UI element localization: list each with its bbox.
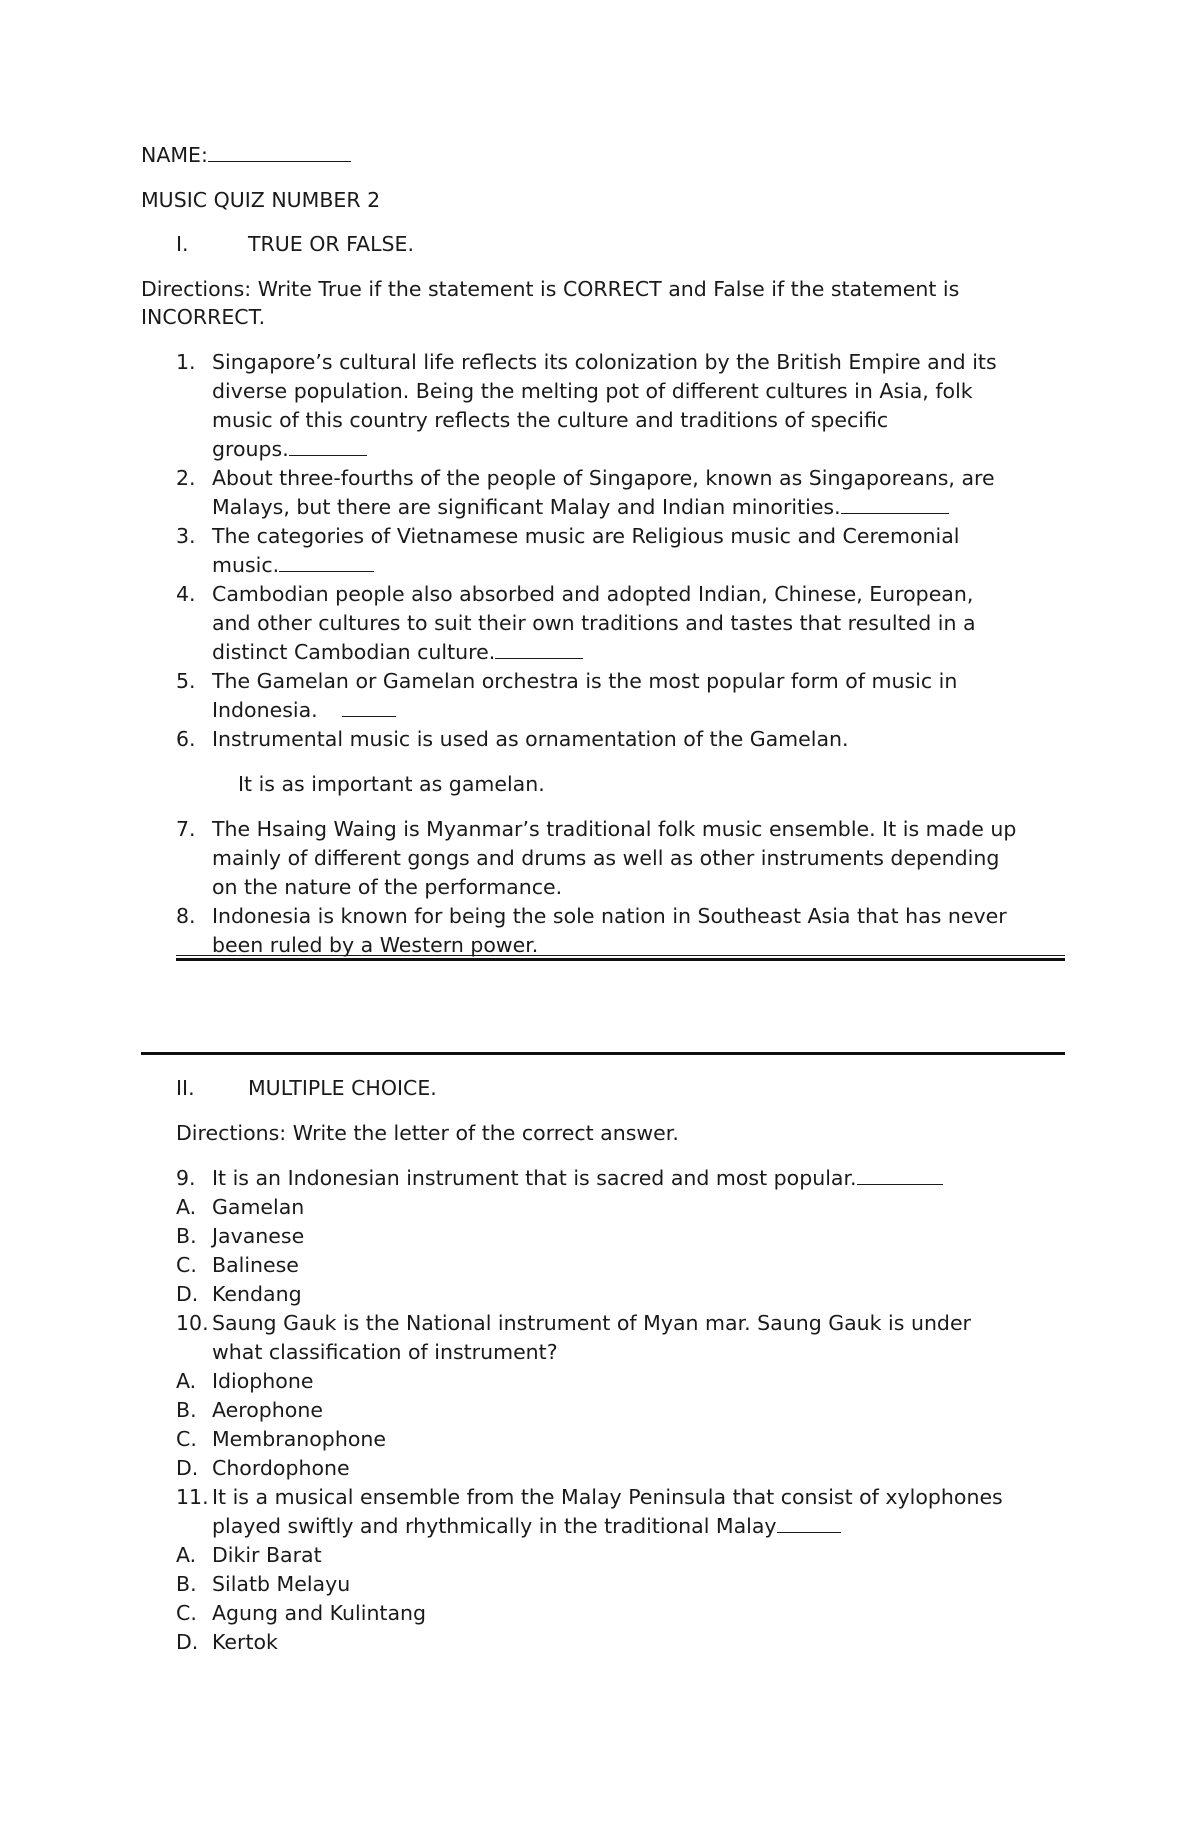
section-divider-top — [176, 958, 1065, 961]
item-text: The Gamelan or Gamelan orchestra is the most popular form of music in — [212, 669, 958, 693]
option-text: Kendang — [212, 1282, 302, 1306]
part1-directions-line2: INCORRECT. — [141, 305, 266, 329]
item-text: been ruled by a Western power. — [212, 933, 539, 957]
item-text: on the nature of the performance. — [212, 875, 563, 899]
name-field — [141, 141, 351, 170]
question-text: Saung Gauk is the National instrument of Myan mar. Saung Gauk is under — [212, 1311, 971, 1335]
item-text: music of this country reflects the culture and traditions of specific — [212, 408, 889, 432]
question-text: what classification of instrument? — [212, 1340, 558, 1364]
item-text: The categories of Vietnamese music are Religious music and Ceremonial — [212, 524, 960, 548]
option-letter: B. — [176, 1224, 197, 1248]
question-text: It is an Indonesian instrument that is sacred and most popular. — [212, 1166, 857, 1190]
option-letter: A. — [176, 1195, 197, 1219]
item-number: 6. — [176, 727, 196, 751]
question-text: played swiftly and rhythmically in the traditional Malay — [212, 1514, 777, 1538]
part2-numeral: II. — [176, 1076, 195, 1100]
option-text: Javanese — [212, 1224, 305, 1248]
option-text: Balinese — [212, 1253, 299, 1277]
option-letter: C. — [176, 1601, 197, 1625]
option-letter: D. — [176, 1282, 199, 1306]
question-number: 10. — [176, 1311, 209, 1335]
item-number: 7. — [176, 817, 196, 841]
answer-blank[interactable] — [857, 1166, 943, 1185]
answer-blank[interactable] — [342, 698, 396, 717]
option-text: Agung and Kulintang — [212, 1601, 427, 1625]
item-text-with-blank — [212, 435, 367, 464]
option-text: Kertok — [212, 1630, 278, 1654]
section-divider-bottom — [141, 1052, 1065, 1055]
item-text: groups. — [212, 437, 289, 461]
item-text: About three-fourths of the people of Singapore, known as Singaporeans, are — [212, 466, 995, 490]
item-text: Indonesia. — [212, 698, 318, 722]
name-blank[interactable] — [208, 143, 351, 162]
option-letter: B. — [176, 1398, 197, 1422]
question-number: 11. — [176, 1485, 209, 1509]
part1-directions-line1: Directions: Write True if the statement is CORRECT and False if the statement is — [141, 277, 960, 301]
part1-title: TRUE OR FALSE. — [248, 232, 414, 256]
item6-note: It is as important as gamelan. — [238, 772, 545, 796]
option-letter: B. — [176, 1572, 197, 1596]
answer-blank[interactable] — [777, 1514, 841, 1533]
option-letter: A. — [176, 1369, 197, 1393]
item-number: 5. — [176, 669, 196, 693]
item-text-with-blank — [212, 638, 583, 667]
option-text: Membranophone — [212, 1427, 386, 1451]
item-number: 3. — [176, 524, 196, 548]
item-number: 2. — [176, 466, 196, 490]
item-text: Instrumental music is used as ornamentation of the Gamelan. — [212, 727, 849, 751]
item-number: 1. — [176, 350, 196, 374]
part2-directions: Directions: Write the letter of the correct answer. — [176, 1121, 679, 1145]
item-text: Indonesia is known for being the sole nation in Southeast Asia that has never — [212, 904, 1007, 928]
part2-title: MULTIPLE CHOICE. — [248, 1076, 437, 1100]
question-text: It is a musical ensemble from the Malay Peninsula that consist of xylophones — [212, 1485, 1003, 1509]
item-text: distinct Cambodian culture. — [212, 640, 496, 664]
option-letter: D. — [176, 1456, 199, 1480]
question-number: 9. — [176, 1166, 196, 1190]
option-letter: D. — [176, 1630, 199, 1654]
item-text: The Hsaing Waing is Myanmar’s traditional folk music ensemble. It is made up — [212, 817, 1017, 841]
option-letter: C. — [176, 1253, 197, 1277]
option-text: Chordophone — [212, 1456, 350, 1480]
option-letter: A. — [176, 1543, 197, 1567]
option-text: Aerophone — [212, 1398, 323, 1422]
question-text-with-blank — [212, 1164, 943, 1193]
option-letter: C. — [176, 1427, 197, 1451]
item-text: mainly of different gongs and drums as well as other instruments depending — [212, 846, 1000, 870]
option-text: Dikir Barat — [212, 1543, 322, 1567]
answer-blank[interactable] — [841, 495, 949, 514]
answer-blank[interactable] — [279, 553, 374, 572]
answer-blank[interactable] — [289, 437, 367, 456]
option-text: Silatb Melayu — [212, 1572, 351, 1596]
option-text: Gamelan — [212, 1195, 305, 1219]
item-number: 4. — [176, 582, 196, 606]
answer-blank[interactable] — [495, 640, 583, 659]
option-text: Idiophone — [212, 1369, 314, 1393]
item-text: diverse population. Being the melting pot of different cultures in Asia, folk — [212, 379, 973, 403]
quiz-title: MUSIC QUIZ NUMBER 2 — [141, 188, 381, 212]
item-text: Singapore’s cultural life reflects its colonization by the British Empire and its — [212, 350, 997, 374]
item-text-with-blank — [212, 696, 396, 725]
item-text: music. — [212, 553, 280, 577]
item-text-with-blank — [212, 493, 949, 522]
item-number: 8. — [176, 904, 196, 928]
question-text-with-blank — [212, 1512, 841, 1541]
name-label: NAME: — [141, 143, 208, 167]
item-text: Malays, but there are significant Malay and Indian minorities. — [212, 495, 841, 519]
part1-numeral: I. — [176, 232, 189, 256]
item8-underline — [176, 955, 1065, 956]
item-text: and other cultures to suit their own traditions and tastes that resulted in a — [212, 611, 976, 635]
item-text: Cambodian people also absorbed and adopted Indian, Chinese, European, — [212, 582, 974, 606]
item-text-with-blank — [212, 551, 374, 580]
